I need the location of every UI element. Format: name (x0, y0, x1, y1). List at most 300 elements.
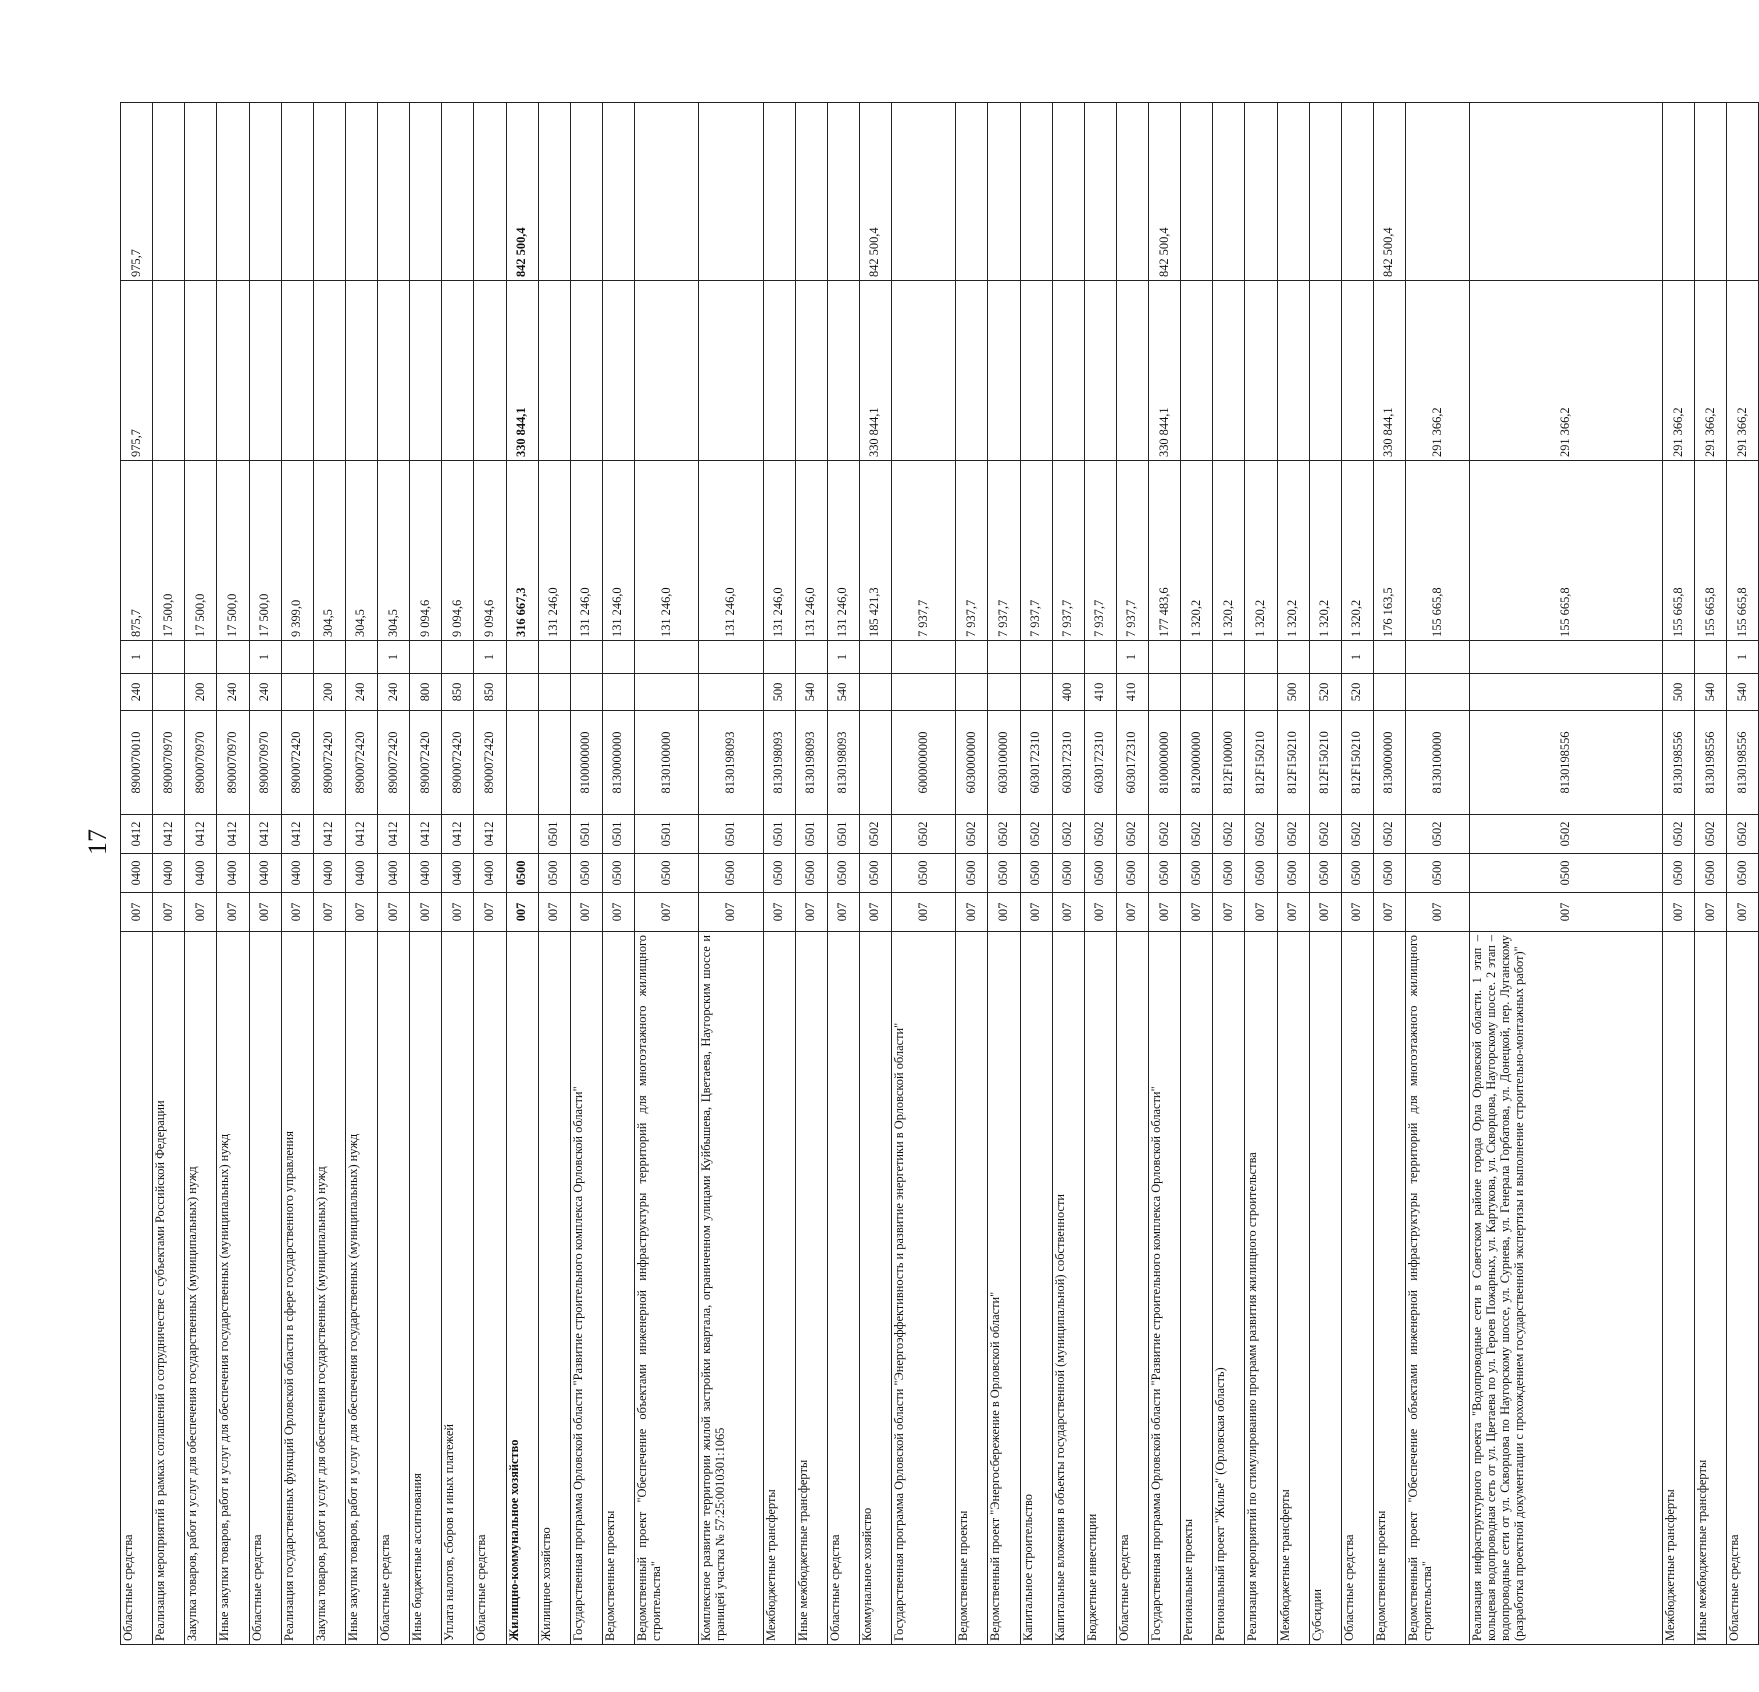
row-name-cell: Иные межбюджетные трансферты (795, 932, 827, 1645)
table-row (635, 103, 699, 1645)
sum-year-3-cell (1341, 103, 1373, 281)
section-code-cell: 0400 (121, 854, 153, 893)
sum-year-1-cell: 1 320,2 (1213, 461, 1245, 641)
funding-mark-cell (988, 641, 1020, 674)
expense-type-cell: 240 (345, 674, 377, 711)
table-row (1149, 103, 1181, 1645)
gr-code-cell: 007 (602, 893, 634, 932)
row-name-cell: Областные средства (121, 932, 153, 1645)
sum-year-3-cell (1695, 103, 1727, 281)
sum-year-2-cell (1020, 281, 1052, 461)
sum-year-3-cell (988, 103, 1020, 281)
funding-mark-cell (1406, 641, 1470, 674)
expense-type-cell (281, 674, 313, 711)
target-item-code-cell: 8130000000 (1373, 711, 1405, 815)
funding-mark-cell (795, 641, 827, 674)
table-row (988, 103, 1020, 1645)
expense-type-cell: 500 (1277, 674, 1309, 711)
subsection-code-cell: 0502 (1309, 815, 1341, 854)
table-row (1084, 103, 1116, 1645)
sum-year-1-cell: 131 246,0 (763, 461, 795, 641)
section-code-cell: 0500 (602, 854, 634, 893)
row-name-cell: Межбюджетные трансферты (1663, 932, 1695, 1645)
gr-code-cell: 007 (1084, 893, 1116, 932)
gr-code-cell: 007 (249, 893, 281, 932)
section-code-cell: 0500 (1149, 854, 1181, 893)
table-row (763, 103, 795, 1645)
sum-year-3-cell (763, 103, 795, 281)
table-row (1277, 103, 1309, 1645)
subsection-code-cell: 0501 (795, 815, 827, 854)
expense-type-cell (1181, 674, 1213, 711)
target-item-code-cell: 8130198556 (1470, 711, 1663, 815)
sum-year-1-cell: 155 665,8 (1406, 461, 1470, 641)
target-item-code-cell: 812F100000 (1213, 711, 1245, 815)
sum-year-2-cell (1245, 281, 1277, 461)
sum-year-1-cell: 7 937,7 (988, 461, 1020, 641)
section-code-cell: 0500 (859, 854, 891, 893)
section-code-cell: 0400 (378, 854, 410, 893)
funding-mark-cell (699, 641, 763, 674)
funding-mark-cell (1309, 641, 1341, 674)
gr-code-cell: 007 (827, 893, 859, 932)
funding-mark-cell (410, 641, 442, 674)
subsection-code-cell (506, 815, 538, 854)
row-name-cell: Реализация инфраструктурного проекта "Водопроводные сети в Советском районе города Орла Орловской области. 1 этап – кольцевая водопроводная сеть от ул. Цветаева по ул. Героев Пожарных, ул. Картукова, ул. Скворцова, Наугорскому шоссе. 2 этап – водопроводные сети от ул. Скворцова по Наугорскому шоссе, ул. Сурнева, ул. Генерала Горбатова, ул. Донецкой, пер. Луганскому (разработка проектной документации с прохождением государственной экспертизы и выполнение строительно-монтажных работ)" (1470, 932, 1663, 1645)
sum-year-2-cell (313, 281, 345, 461)
target-item-code-cell: 8130000000 (602, 711, 634, 815)
funding-mark-cell (763, 641, 795, 674)
sum-year-3-cell (1052, 103, 1084, 281)
section-code-cell: 0500 (795, 854, 827, 893)
target-item-code-cell: 6030100000 (988, 711, 1020, 815)
sum-year-2-cell: 291 366,2 (1695, 281, 1727, 461)
table-row (1373, 103, 1405, 1645)
row-name-cell: Капитальное строительство (1020, 932, 1052, 1645)
sum-year-1-cell: 17 500,0 (153, 461, 185, 641)
expense-type-cell (1020, 674, 1052, 711)
sum-year-2-cell (699, 281, 763, 461)
gr-code-cell: 007 (892, 893, 956, 932)
row-name-cell: Бюджетные инвестиции (1084, 932, 1116, 1645)
section-code-cell: 0500 (1052, 854, 1084, 893)
target-item-code-cell: 8900072420 (281, 711, 313, 815)
sum-year-2-cell (827, 281, 859, 461)
section-code-cell: 0500 (1213, 854, 1245, 893)
section-code-cell: 0500 (1020, 854, 1052, 893)
sum-year-3-cell (217, 103, 249, 281)
gr-code-cell: 007 (1116, 893, 1148, 932)
funding-mark-cell (1695, 641, 1727, 674)
funding-mark-cell (1470, 641, 1663, 674)
sum-year-2-cell (185, 281, 217, 461)
expense-type-cell: 540 (795, 674, 827, 711)
gr-code-cell: 007 (1149, 893, 1181, 932)
funding-mark-cell: 1 (827, 641, 859, 674)
gr-code-cell: 007 (956, 893, 988, 932)
gr-code-cell: 007 (217, 893, 249, 932)
target-item-code-cell (538, 711, 570, 815)
sum-year-3-cell (1020, 103, 1052, 281)
row-name-cell: Ведомственные проекты (1373, 932, 1405, 1645)
subsection-code-cell: 0412 (442, 815, 474, 854)
row-name-cell: Комплексное развитие территории жилой застройки квартала, ограниченном улицами Куйбышева, Цветаева, Наугорским шоссе и границей участка № 57:25:0010301:1065 (699, 932, 763, 1645)
subsection-code-cell: 0501 (570, 815, 602, 854)
expense-type-cell: 200 (185, 674, 217, 711)
sum-year-2-cell (795, 281, 827, 461)
row-name-cell: Государственная программа Орловской области "Развитие строительного комплекса Орловской области" (1149, 932, 1181, 1645)
target-item-code-cell: 6030000000 (956, 711, 988, 815)
table-row (378, 103, 410, 1645)
sum-year-2-cell (442, 281, 474, 461)
expense-type-cell: 850 (442, 674, 474, 711)
table-row (1020, 103, 1052, 1645)
subsection-code-cell: 0501 (538, 815, 570, 854)
table-row (410, 103, 442, 1645)
row-name-cell: Областные средства (1116, 932, 1148, 1645)
section-code-cell: 0400 (313, 854, 345, 893)
sum-year-1-cell: 17 500,0 (185, 461, 217, 641)
gr-code-cell: 007 (1020, 893, 1052, 932)
expense-type-cell (699, 674, 763, 711)
gr-code-cell: 007 (121, 893, 153, 932)
sum-year-3-cell (185, 103, 217, 281)
sum-year-3-cell: 842 500,4 (1373, 103, 1405, 281)
target-item-code-cell: 8900072420 (474, 711, 506, 815)
subsection-code-cell: 0502 (1052, 815, 1084, 854)
section-code-cell: 0500 (1663, 854, 1695, 893)
sum-year-3-cell (1116, 103, 1148, 281)
expense-type-cell (1213, 674, 1245, 711)
sum-year-1-cell: 177 483,6 (1149, 461, 1181, 641)
table-row (1181, 103, 1213, 1645)
expense-type-cell: 410 (1116, 674, 1148, 711)
sum-year-1-cell: 304,5 (345, 461, 377, 641)
target-item-code-cell: 6000000000 (892, 711, 956, 815)
sum-year-3-cell (1245, 103, 1277, 281)
row-name-cell: Иные бюджетные ассигнования (410, 932, 442, 1645)
sum-year-3-cell (474, 103, 506, 281)
funding-mark-cell (1277, 641, 1309, 674)
gr-code-cell: 007 (1470, 893, 1663, 932)
target-item-code-cell: 812F150210 (1245, 711, 1277, 815)
subsection-code-cell: 0412 (313, 815, 345, 854)
sum-year-2-cell (1084, 281, 1116, 461)
subsection-code-cell: 0501 (635, 815, 699, 854)
subsection-code-cell: 0502 (859, 815, 891, 854)
sum-year-2-cell (1181, 281, 1213, 461)
sum-year-2-cell (153, 281, 185, 461)
funding-mark-cell (602, 641, 634, 674)
sum-year-3-cell (1277, 103, 1309, 281)
sum-year-2-cell (474, 281, 506, 461)
sum-year-1-cell: 155 665,8 (1663, 461, 1695, 641)
subsection-code-cell: 0412 (378, 815, 410, 854)
section-code-cell: 0500 (1695, 854, 1727, 893)
expense-type-cell (538, 674, 570, 711)
expense-type-cell: 240 (217, 674, 249, 711)
table-row (1727, 103, 1759, 1645)
sum-year-1-cell: 9 094,6 (442, 461, 474, 641)
section-code-cell: 0500 (570, 854, 602, 893)
section-code-cell: 0400 (345, 854, 377, 893)
funding-mark-cell: 1 (1727, 641, 1759, 674)
subsection-code-cell: 0502 (1695, 815, 1727, 854)
subsection-code-cell: 0501 (827, 815, 859, 854)
expense-type-cell (988, 674, 1020, 711)
target-item-code-cell: 8120000000 (1181, 711, 1213, 815)
target-item-code-cell: 8900070010 (121, 711, 153, 815)
section-code-cell: 0500 (1116, 854, 1148, 893)
subsection-code-cell: 0502 (1084, 815, 1116, 854)
sum-year-1-cell: 17 500,0 (249, 461, 281, 641)
expense-type-cell (1406, 674, 1470, 711)
expense-type-cell: 520 (1309, 674, 1341, 711)
section-code-cell: 0500 (956, 854, 988, 893)
gr-code-cell: 007 (410, 893, 442, 932)
sum-year-1-cell: 9 094,6 (410, 461, 442, 641)
expense-type-cell (1470, 674, 1663, 711)
table-row (538, 103, 570, 1645)
sum-year-2-cell (538, 281, 570, 461)
sum-year-1-cell: 155 665,8 (1470, 461, 1663, 641)
sum-year-3-cell (1406, 103, 1470, 281)
gr-code-cell: 007 (153, 893, 185, 932)
sum-year-1-cell: 155 665,8 (1727, 461, 1759, 641)
table-row (570, 103, 602, 1645)
table-row (1406, 103, 1470, 1645)
table-row (442, 103, 474, 1645)
funding-mark-cell: 1 (378, 641, 410, 674)
target-item-code-cell: 6030172310 (1116, 711, 1148, 815)
funding-mark-cell: 1 (1341, 641, 1373, 674)
section-code-cell: 0500 (1727, 854, 1759, 893)
funding-mark-cell (1373, 641, 1405, 674)
target-item-code-cell: 8900070970 (153, 711, 185, 815)
sum-year-2-cell: 330 844,1 (859, 281, 891, 461)
table-row (1663, 103, 1695, 1645)
expense-type-cell: 500 (763, 674, 795, 711)
sum-year-2-cell: 291 366,2 (1727, 281, 1759, 461)
gr-code-cell: 007 (1309, 893, 1341, 932)
subsection-code-cell: 0502 (1373, 815, 1405, 854)
table-row (1245, 103, 1277, 1645)
expense-type-cell (635, 674, 699, 711)
sum-year-3-cell (378, 103, 410, 281)
sum-year-2-cell (988, 281, 1020, 461)
subsection-code-cell: 0502 (1727, 815, 1759, 854)
gr-code-cell: 007 (635, 893, 699, 932)
sum-year-2-cell (1277, 281, 1309, 461)
sum-year-1-cell: 1 320,2 (1181, 461, 1213, 641)
funding-mark-cell (538, 641, 570, 674)
target-item-code-cell: 8130198556 (1727, 711, 1759, 815)
sum-year-3-cell (249, 103, 281, 281)
row-name-cell: Областные средства (827, 932, 859, 1645)
funding-mark-cell (1663, 641, 1695, 674)
table-row (795, 103, 827, 1645)
section-code-cell: 0400 (281, 854, 313, 893)
section-code-cell: 0500 (1470, 854, 1663, 893)
expense-type-cell: 240 (378, 674, 410, 711)
sum-year-2-cell (345, 281, 377, 461)
sum-year-2-cell (378, 281, 410, 461)
row-name-cell: Областные средства (249, 932, 281, 1645)
gr-code-cell: 007 (1245, 893, 1277, 932)
row-name-cell: Иные закупки товаров, работ и услуг для обеспечения государственных (муниципальных) нужд (217, 932, 249, 1645)
sum-year-3-cell: 842 500,4 (859, 103, 891, 281)
funding-mark-cell (153, 641, 185, 674)
sum-year-1-cell: 7 937,7 (892, 461, 956, 641)
section-code-cell: 0500 (763, 854, 795, 893)
table-row (185, 103, 217, 1645)
row-name-cell: Ведомственные проекты (602, 932, 634, 1645)
subsection-code-cell: 0412 (153, 815, 185, 854)
sum-year-1-cell: 185 421,3 (859, 461, 891, 641)
section-code-cell: 0500 (635, 854, 699, 893)
sum-year-3-cell (313, 103, 345, 281)
sum-year-3-cell (442, 103, 474, 281)
sum-year-3-cell (1470, 103, 1663, 281)
gr-code-cell: 007 (281, 893, 313, 932)
expense-type-cell (1149, 674, 1181, 711)
sum-year-2-cell: 291 366,2 (1470, 281, 1663, 461)
row-name-cell: Областные средства (1727, 932, 1759, 1645)
sum-year-2-cell (249, 281, 281, 461)
sum-year-1-cell: 9 094,6 (474, 461, 506, 641)
subsection-code-cell: 0502 (988, 815, 1020, 854)
funding-mark-cell (1245, 641, 1277, 674)
gr-code-cell: 007 (1341, 893, 1373, 932)
sum-year-2-cell: 330 844,1 (506, 281, 538, 461)
sum-year-1-cell: 7 937,7 (956, 461, 988, 641)
gr-code-cell: 007 (1663, 893, 1695, 932)
sum-year-2-cell: 291 366,2 (1663, 281, 1695, 461)
sum-year-1-cell: 7 937,7 (1084, 461, 1116, 641)
gr-code-cell: 007 (1727, 893, 1759, 932)
funding-mark-cell (281, 641, 313, 674)
table-row (345, 103, 377, 1645)
funding-mark-cell (1213, 641, 1245, 674)
subsection-code-cell: 0502 (1181, 815, 1213, 854)
funding-mark-cell: 1 (1116, 641, 1148, 674)
budget-table (120, 102, 1759, 1645)
target-item-code-cell: 8900072420 (378, 711, 410, 815)
row-name-cell: Реализация государственных функций Орловской области в сфере государственного управления (281, 932, 313, 1645)
sum-year-3-cell (538, 103, 570, 281)
table-row (1116, 103, 1148, 1645)
sum-year-1-cell: 131 246,0 (570, 461, 602, 641)
funding-mark-cell: 1 (121, 641, 153, 674)
gr-code-cell: 007 (988, 893, 1020, 932)
row-name-cell: Ведомственный проект "Обеспечение объектами инженерной инфраструктуры территорий для многоэтажного жилищного строительства" (635, 932, 699, 1645)
subsection-code-cell: 0502 (1470, 815, 1663, 854)
sum-year-1-cell: 7 937,7 (1020, 461, 1052, 641)
row-name-cell: Ведомственный проект "Обеспечение объектами инженерной инфраструктуры территорий для многоэтажного жилищного строительства" (1406, 932, 1470, 1645)
sum-year-2-cell (1341, 281, 1373, 461)
sum-year-1-cell: 1 320,2 (1341, 461, 1373, 641)
row-name-cell: Жилищное хозяйство (538, 932, 570, 1645)
table-row (249, 103, 281, 1645)
sum-year-1-cell: 131 246,0 (602, 461, 634, 641)
subsection-code-cell: 0501 (602, 815, 634, 854)
funding-mark-cell (1149, 641, 1181, 674)
expense-type-cell (956, 674, 988, 711)
sum-year-1-cell: 9 399,0 (281, 461, 313, 641)
row-name-cell: Государственная программа Орловской области "Развитие строительного комплекса Орловской области" (570, 932, 602, 1645)
funding-mark-cell (892, 641, 956, 674)
expense-type-cell: 540 (1695, 674, 1727, 711)
expense-type-cell: 500 (1663, 674, 1695, 711)
sum-year-2-cell (1052, 281, 1084, 461)
subsection-code-cell: 0412 (474, 815, 506, 854)
table-row (313, 103, 345, 1645)
table-row (956, 103, 988, 1645)
target-item-code-cell: 8130198093 (763, 711, 795, 815)
row-name-cell: Областные средства (474, 932, 506, 1645)
gr-code-cell: 007 (313, 893, 345, 932)
sum-year-2-cell (1309, 281, 1341, 461)
funding-mark-cell (442, 641, 474, 674)
page-number: 17 (83, 829, 112, 855)
sum-year-1-cell: 131 246,0 (635, 461, 699, 641)
sum-year-1-cell: 304,5 (378, 461, 410, 641)
sum-year-2-cell (602, 281, 634, 461)
target-item-code-cell (506, 711, 538, 815)
gr-code-cell: 007 (859, 893, 891, 932)
sum-year-3-cell (795, 103, 827, 281)
target-item-code-cell: 8130198093 (827, 711, 859, 815)
table-row (892, 103, 956, 1645)
sum-year-1-cell: 1 320,2 (1245, 461, 1277, 641)
gr-code-cell: 007 (699, 893, 763, 932)
sum-year-2-cell: 330 844,1 (1373, 281, 1405, 461)
subsection-code-cell: 0502 (1213, 815, 1245, 854)
target-item-code-cell: 8130198556 (1695, 711, 1727, 815)
section-code-cell: 0400 (153, 854, 185, 893)
funding-mark-cell (185, 641, 217, 674)
table-row (1309, 103, 1341, 1645)
funding-mark-cell (1181, 641, 1213, 674)
row-name-cell: Реализация мероприятий в рамках соглашений о сотрудничестве с субъектами Российской Федерации (153, 932, 185, 1645)
row-name-cell: Ведомственные проекты (956, 932, 988, 1645)
table-row (1695, 103, 1727, 1645)
row-name-cell: Ведомственный проект "Энергосбережение в Орловской области" (988, 932, 1020, 1645)
sum-year-1-cell: 304,5 (313, 461, 345, 641)
target-item-code-cell: 8900072420 (345, 711, 377, 815)
gr-code-cell: 007 (345, 893, 377, 932)
section-code-cell: 0500 (892, 854, 956, 893)
expense-type-cell (1373, 674, 1405, 711)
section-code-cell: 0500 (538, 854, 570, 893)
sum-year-1-cell: 316 667,3 (506, 461, 538, 641)
section-code-cell: 0500 (1341, 854, 1373, 893)
table-row (699, 103, 763, 1645)
sum-year-3-cell (281, 103, 313, 281)
row-name-cell: Иные закупки товаров, работ и услуг для обеспечения государственных (муниципальных) нужд (345, 932, 377, 1645)
target-item-code-cell: 8900072420 (313, 711, 345, 815)
section-code-cell: 0500 (1181, 854, 1213, 893)
section-code-cell: 0500 (1245, 854, 1277, 893)
section-code-cell: 0400 (185, 854, 217, 893)
sum-year-1-cell: 131 246,0 (699, 461, 763, 641)
subsection-code-cell: 0502 (1020, 815, 1052, 854)
subsection-code-cell: 0412 (217, 815, 249, 854)
sum-year-2-cell (1213, 281, 1245, 461)
sum-year-2-cell (1116, 281, 1148, 461)
gr-code-cell: 007 (474, 893, 506, 932)
section-code-cell: 0500 (506, 854, 538, 893)
